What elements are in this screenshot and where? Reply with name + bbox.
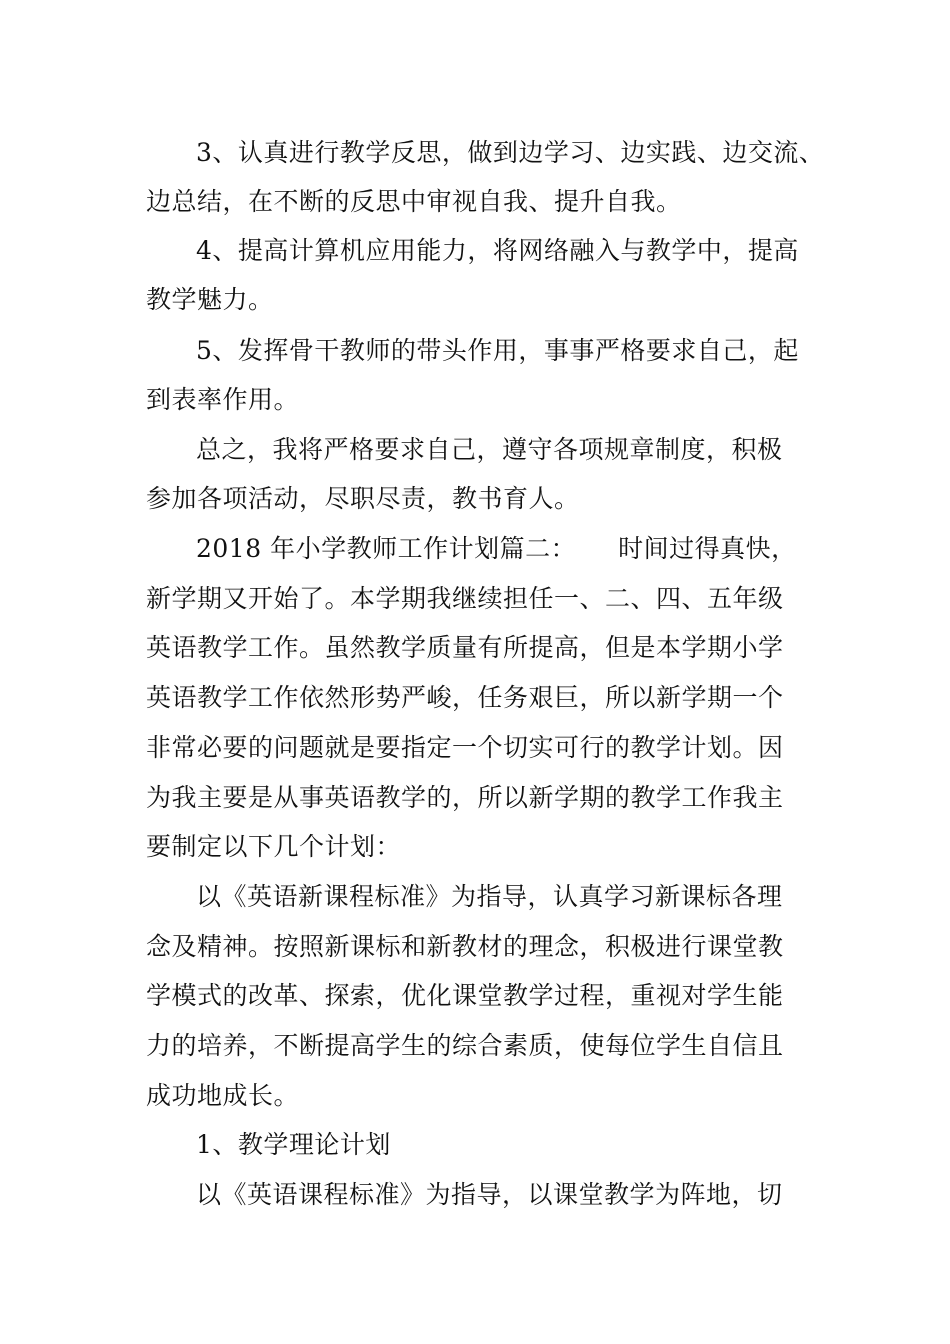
paragraph-4-line-2: 教学魅力。 [146, 285, 274, 314]
guidance-line-5: 成功地成长。 [146, 1081, 300, 1110]
section-two-intro-start: 时间过得真快， [618, 534, 797, 563]
summary-line-1: 总之，我将严格要求自己，遵守各项规章制度，积极 [196, 435, 783, 464]
paragraph-4-line-1: 4、提高计算机应用能力，将网络融入与教学中，提高 [196, 236, 799, 265]
paragraph-3-line-1: 3、认真进行教学反思，做到边学习、边实践、边交流、 [196, 138, 825, 167]
section-two-heading-line [196, 534, 876, 564]
section-two-line-7: 要制定以下几个计划： [146, 832, 402, 861]
teaching-theory-line-1: 以《英语课程标准》为指导，以课堂教学为阵地，切 [196, 1180, 783, 1209]
section-two-line-6: 为我主要是从事英语教学的，所以新学期的教学工作我主 [146, 783, 784, 812]
guidance-line-2: 念及精神。按照新课标和新教材的理念，积极进行课堂教 [146, 932, 784, 961]
guidance-line-1: 以《英语新课程标准》为指导，认真学习新课标各理 [196, 882, 783, 911]
teaching-theory-heading: 1、教学理论计划 [196, 1130, 391, 1159]
paragraph-3-line-2: 边总结，在不断的反思中审视自我、提升自我。 [146, 187, 682, 216]
guidance-line-3: 学模式的改革、探索，优化课堂教学过程，重视对学生能 [146, 981, 784, 1010]
section-two-line-5: 非常必要的问题就是要指定一个切实可行的教学计划。因 [146, 733, 784, 762]
guidance-line-4: 力的培养，不断提高学生的综合素质，使每位学生自信且 [146, 1031, 784, 1060]
section-two-line-2: 新学期又开始了。本学期我继续担任一、二、四、五年级 [146, 584, 784, 613]
section-two-line-4: 英语教学工作依然形势严峻，任务艰巨，所以新学期一个 [146, 683, 784, 712]
paragraph-5-line-2: 到表率作用。 [146, 385, 300, 414]
section-two-line-3: 英语教学工作。虽然教学质量有所提高，但是本学期小学 [146, 633, 784, 662]
paragraph-5-line-1: 5、发挥骨干教师的带头作用，事事严格要求自己，起 [196, 336, 799, 365]
summary-line-2: 参加各项活动，尽职尽责，教书育人。 [146, 484, 580, 513]
section-two-heading: 2018 年小学教师工作计划篇二： [196, 534, 577, 563]
